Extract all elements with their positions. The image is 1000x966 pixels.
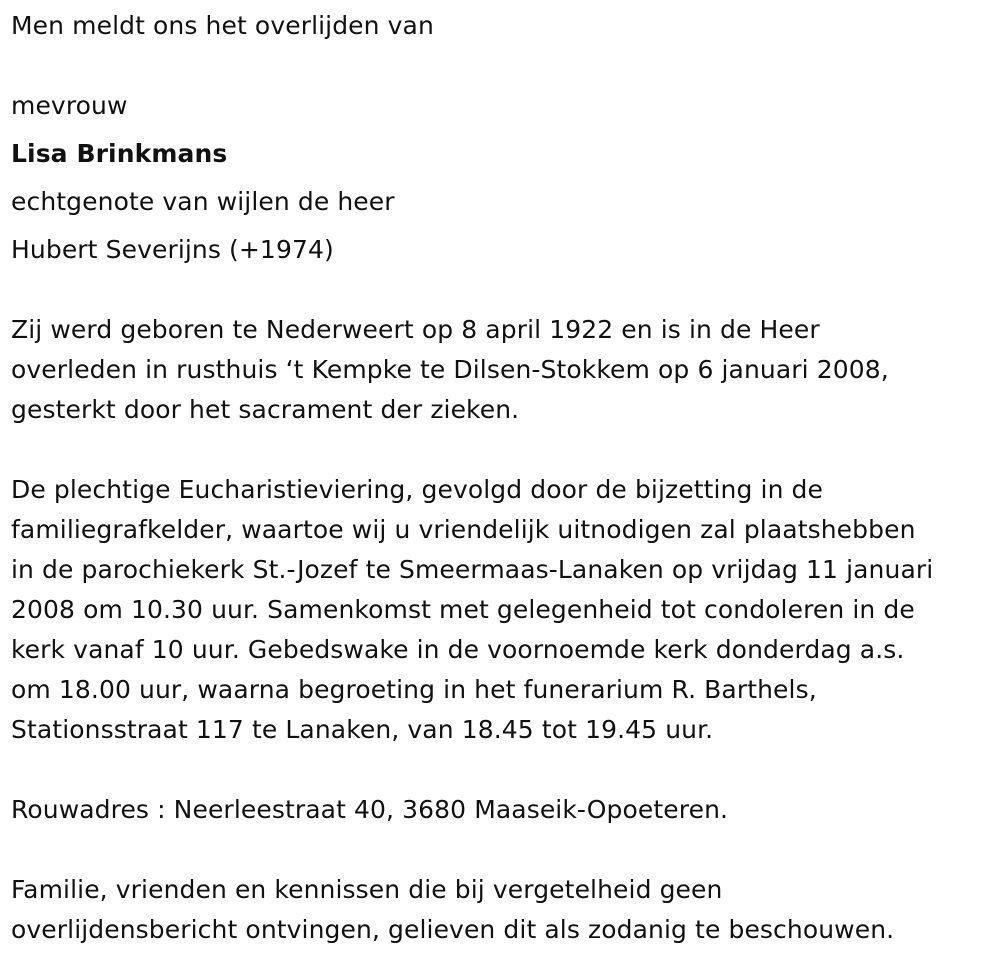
paragraph-line: in de parochiekerk St.-Jozef te Smeermaas-Lanaken op vrijdag 11 januari bbox=[11, 555, 934, 584]
paragraph-line: overlijdensbericht ontvingen, gelieven dit als zodanig te beschouwen. bbox=[11, 915, 895, 944]
spouse-name: Hubert Severijns (+1974) bbox=[11, 235, 334, 264]
spouse-label: echtgenote van wijlen de heer bbox=[11, 187, 395, 216]
paragraph-line: kerk vanaf 10 uur. Gebedswake in de voornoemde kerk donderdag a.s. bbox=[11, 635, 905, 664]
title-line: mevrouw bbox=[11, 91, 128, 120]
paragraph-line: Familie, vrienden en kennissen die bij vergetelheid geen bbox=[11, 875, 723, 904]
intro-line: Men meldt ons het overlijden van bbox=[11, 11, 434, 40]
mourning-address: Rouwadres : Neerleestraat 40, 3680 Maaseik-Opoeteren. bbox=[11, 795, 729, 824]
deceased-name: Lisa Brinkmans bbox=[11, 139, 228, 168]
paragraph-line: Zij werd geboren te Nederweert op 8 april 1922 en is in de Heer bbox=[11, 315, 820, 344]
paragraph-line: om 18.00 uur, waarna begroeting in het funerarium R. Barthels, bbox=[11, 675, 817, 704]
paragraph-line: familiegrafkelder, waartoe wij u vriendelijk uitnodigen zal plaatshebben bbox=[11, 515, 916, 544]
paragraph-line: gesterkt door het sacrament der zieken. bbox=[11, 395, 520, 424]
paragraph-line: De plechtige Eucharistieviering, gevolgd door de bijzetting in de bbox=[11, 475, 824, 504]
paragraph-line: 2008 om 10.30 uur. Samenkomst met gelegenheid tot condoleren in de bbox=[11, 595, 915, 624]
paragraph-line: overleden in rusthuis ‘t Kempke te Dilsen-Stokkem op 6 januari 2008, bbox=[11, 355, 889, 384]
paragraph-line: Stationsstraat 117 te Lanaken, van 18.45 tot 19.45 uur. bbox=[11, 715, 714, 744]
